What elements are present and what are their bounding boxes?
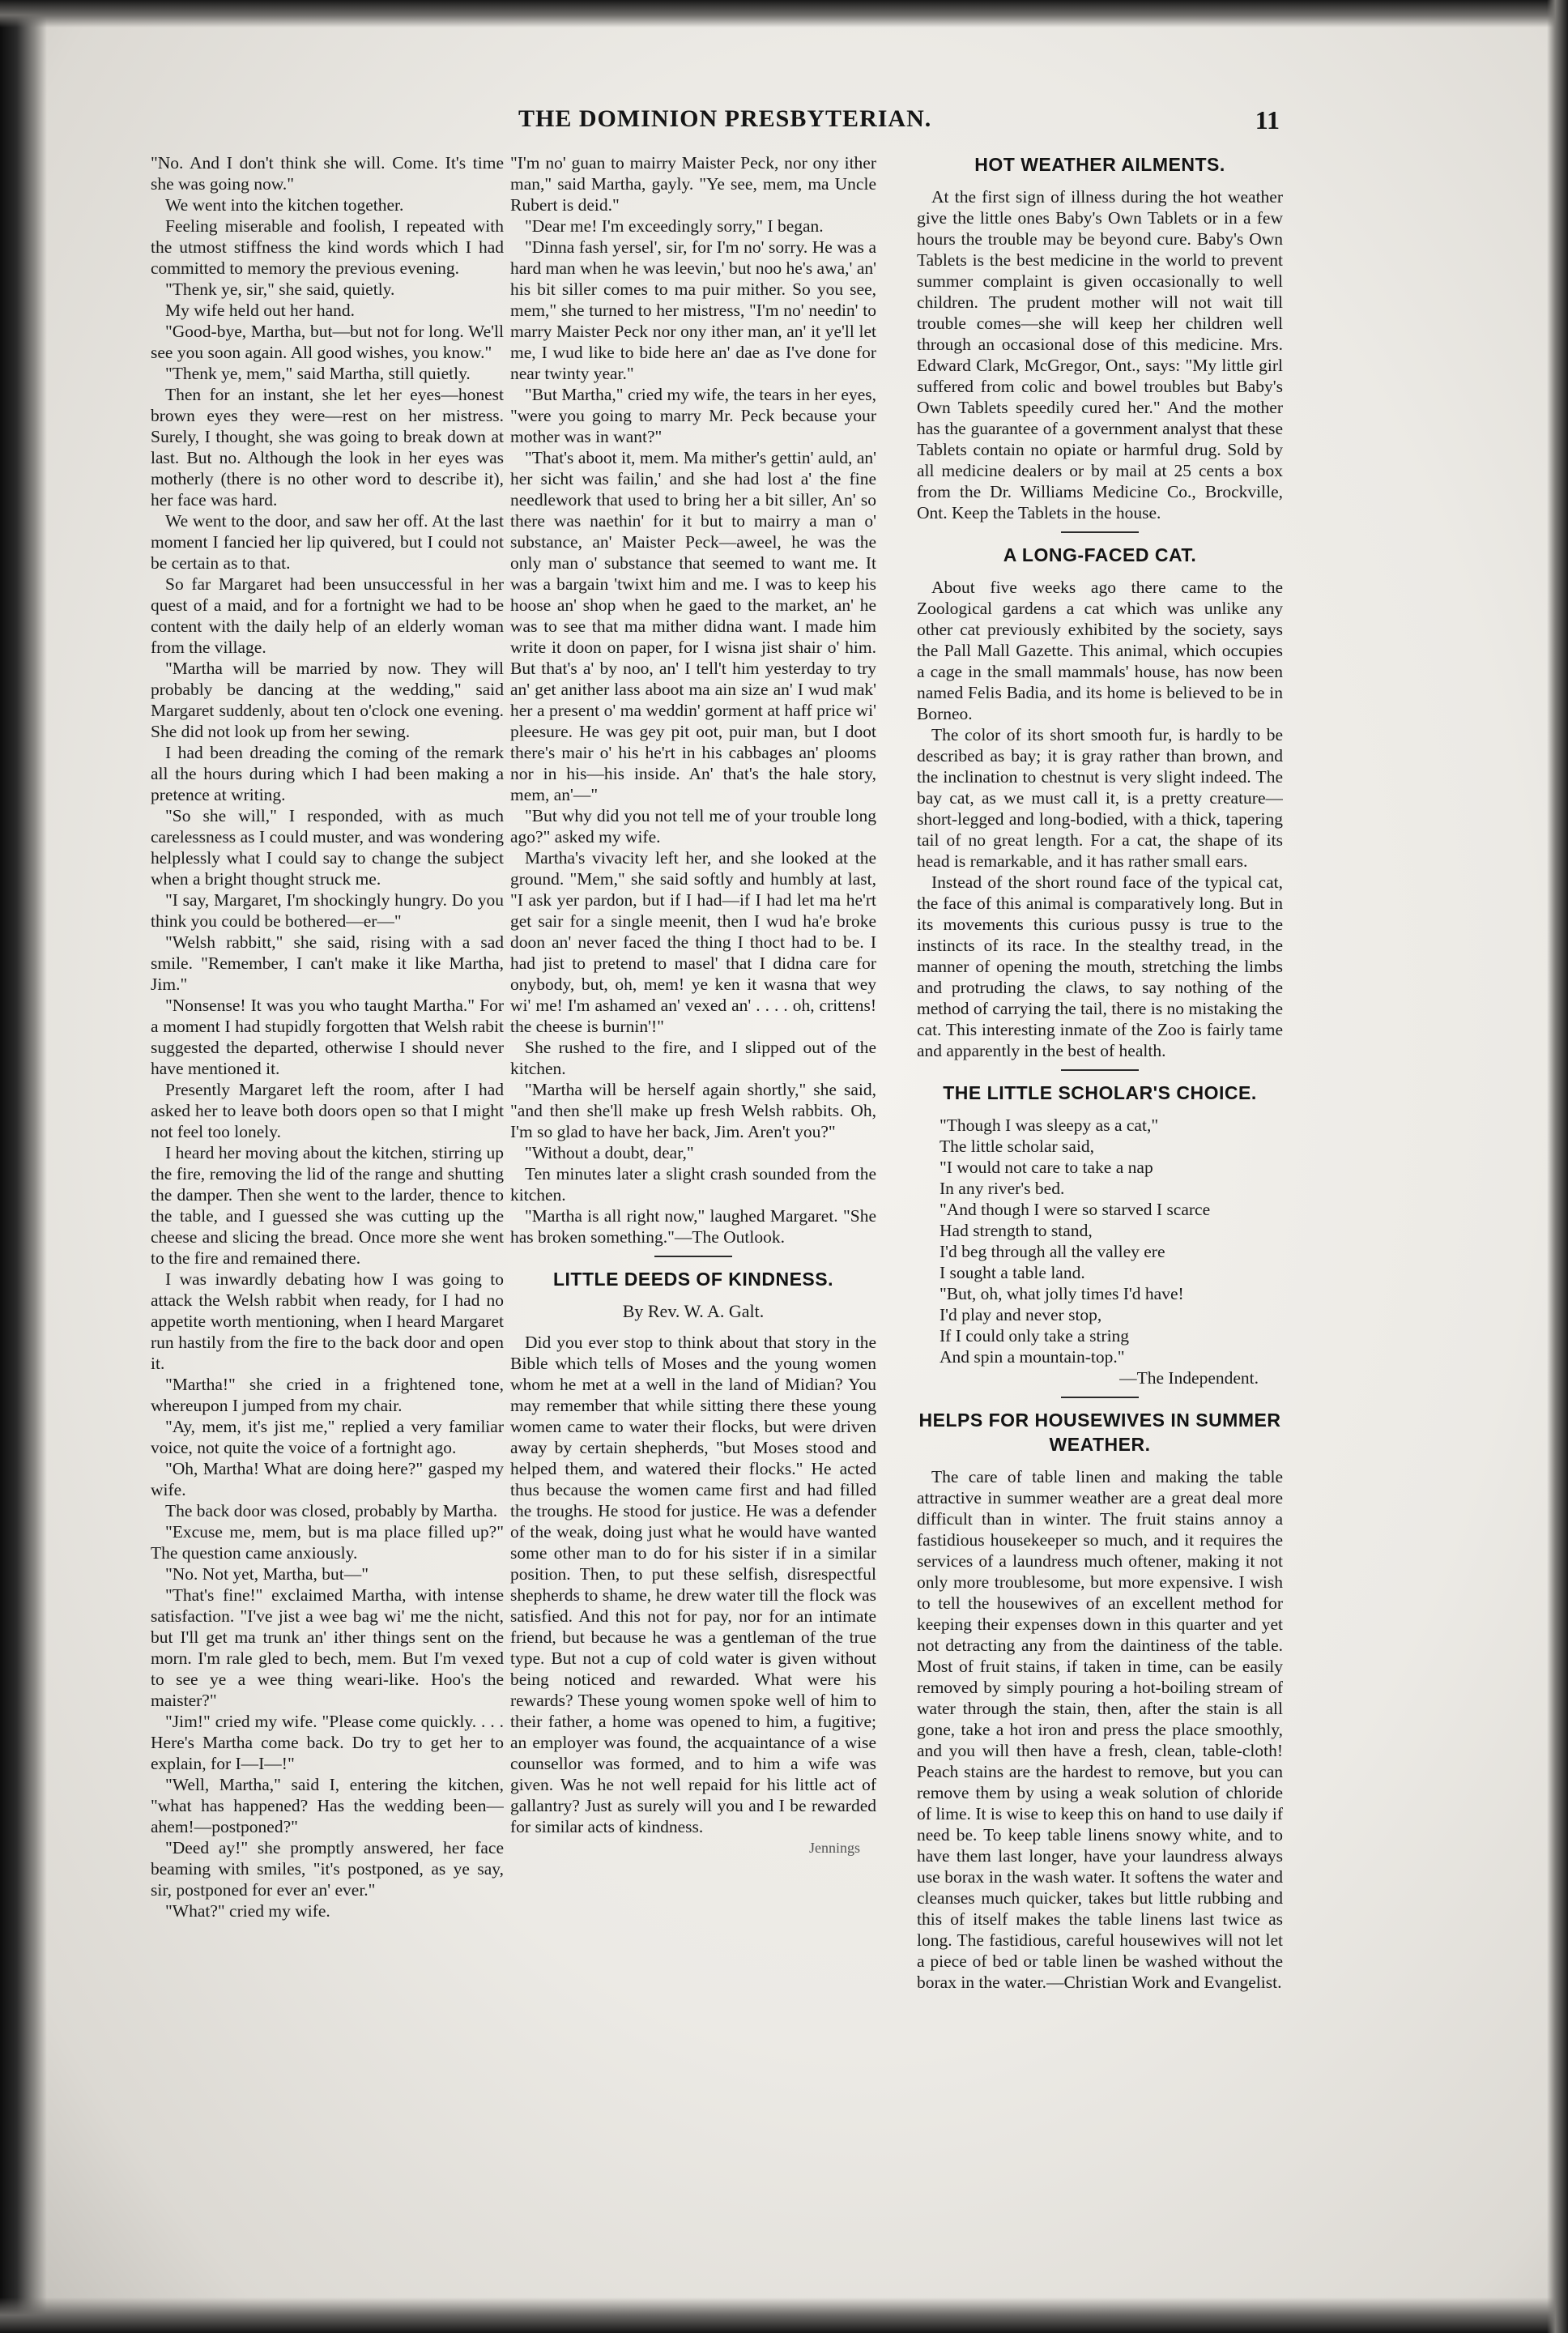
masthead-title: THE DOMINION PRESBYTERIAN. xyxy=(518,105,932,132)
story-paragraph: "Dinna fash yersel', sir, for I'm no' sorry. He was a hard man when he was leevin,' but noo he's awa,' an' his bit siller comes to ma puir mither. So you see, mem," she turned to her mistress, "I'm no' needin' to marry Maister Peck nor ony ither man, an' it ye'll let me, I wud like to bide here an' dae as I've done for near twinty year." xyxy=(510,237,876,383)
story-paragraph: "Martha will be herself again shortly," she said, "and then she'll make up fresh Welsh rabbits. Oh, I'm so glad to have her back, Jim. Aren't you?" xyxy=(510,1080,876,1141)
byline: By Rev. W. A. Galt. xyxy=(622,1301,765,1321)
poem-line: If I could only take a string xyxy=(940,1326,1130,1346)
story-paragraph: I had been dreading the coming of the remark all the hours during which I had been making a pretence at writing. xyxy=(151,743,504,804)
scan-edge-left xyxy=(0,0,47,2333)
story-paragraph: "Thenk ye, sir," she said, quietly. xyxy=(165,279,395,299)
poem-line: The little scholar said, xyxy=(940,1137,1095,1156)
story-paragraph: "No. Not yet, Martha, but—" xyxy=(165,1564,369,1584)
column-1-story xyxy=(151,152,504,2210)
story-paragraph: "I'm no' guan to mairry Maister Peck, nor ony ither man," said Martha, gayly. "Ye see, mem, ma Uncle Rubert is deid." xyxy=(510,153,876,215)
story-paragraph: So far Margaret had been unsuccessful in her quest of a maid, and for a fortnight we had to be content with the daily help of an elderly woman from the village. xyxy=(151,574,504,657)
story-paragraph: "That's fine!" exclaimed Martha, with intense satisfaction. "I've jist a wee bag wi' me the nicht, but I'll get ma trunk an' ither things sent on the morn. I'm rale gled to bech, mem. But I'm vexed to see ye a wee thing weari-like. Hoo's the maister?" xyxy=(151,1585,504,1710)
section-divider xyxy=(654,1256,732,1257)
story-paragraph: "Without a doubt, dear," xyxy=(525,1143,694,1162)
scan-edge-right xyxy=(1547,0,1568,2333)
story-paragraph: "Excuse me, mem, but is ma place filled up?" The question came anxiously. xyxy=(151,1522,504,1563)
headline-little-scholars-choice: THE LITTLE SCHOLAR'S CHOICE. xyxy=(943,1082,1257,1103)
article-paragraph: At the first sign of illness during the hot weather give the little ones Baby's Own Tablets or in a few hours the trouble may be beyond cure. Baby's Own Tablets is the best medicine in the world to prevent summer complaint is given occasionally to well children. The prudent mother will not wait till trouble comes—she will keep her children well through an occasional dose of this medicine. Mrs. Edward Clark, McGregor, Ont., says: "My little girl suffered from colic and bowel troubles but Baby's Own Tablets speedily cured her." And the mother has the guarantee of a government analyst that these Tablets contain no opiate or harmful drug. Sold by all medicine dealers or by mail at 25 cents a box from the Dr. Williams Medicine Co., Brockville, Ont. Keep the Tablets in the house. xyxy=(917,187,1283,522)
article-paragraph: Did you ever stop to think about that story in the Bible which tells of Moses and the young women whom he met at a well in the land of Midian? You may remember that while sitting there these young women came to water their flocks, but were driven away by certain shepherds, "but Moses stood and helped them, and watered their flocks." He acted thus because the women came first and had filled the troughs. He stood for justice. He was a defender of the weak, doing just what he would have wanted some other man to do for his sister if in a similar position. Then, to put these selfish, disrespectful shepherds to shame, he drew water till the flock was satisfied. And this not for pay, nor for an intimate friend, but because he was a gentleman of the true type. But not a cup of cold water is given without being noticed and rewarded. What were his rewards? These young women spoke well of him to their father, a home was opened to him, a fugitive; an employer was found, the acquaintance of a wise counsellor was formed, and to him a wife was given. Was he not well repaid for his little act of gallantry? Just as surely will you and I be rewarded for similar acts of kindness. xyxy=(510,1333,876,1836)
story-paragraph: We went to the door, and saw her off. At the last moment I fancied her lip quivered, but I could not be certain as to that. xyxy=(151,511,504,573)
article-paragraph: About five weeks ago there came to the Zoological gardens a cat which was unlike any other cat previously exhibited by the society, says the Pall Mall Gazette. This animal, which occupies a cage in the small mammals' house, has now been named Felis Badia, and its home is believed to be in Borneo. xyxy=(917,578,1283,723)
poem-line: I sought a table land. xyxy=(940,1263,1085,1282)
headline-long-faced-cat: A LONG-FACED CAT. xyxy=(1003,544,1197,565)
article-paragraph: The care of table linen and making the table attractive in summer weather are a great deal more difficult than in winter. The fruit stains annoy a fastidious housekeeper so much, and it requires the services of a laundress much oftener, making it not only more troublesome, but more expensive. I wish to tell the housewives of an excellent method for keeping their expenses down in this quarter and yet not detracting any from the daintiness of the table. Most of fruit stains, if taken in time, can be easily removed by simply pouring a hot-boiling stream of water through the stain, then, after the stain is all gone, take a hot iron and press the place smoothly, and you will then have a fresh, clean, table-cloth! Peach stains are the hardest to remove, but you can remove them by using a weak solution of chloride of lime. It is wise to keep this on hand to use daily if need be. To keep table linens snowy white, and to have them last longer, have your laundress always use borax in the wash water. It softens the water and cleanses much quicker, takes but little rubbing and this of itself makes the table linens last twice as long. The fastidious, careful housewives will not let a piece of bed or table linen be washed without the borax in the water.—Christian Work and Evangelist. xyxy=(917,1467,1283,1992)
article-paragraph: Instead of the short round face of the typical cat, the face of this animal is comparatively long. But in its movements this curious pussy is true to the instincts of its race. In the stealthy tread, in the manner of opening the mouth, stretching the limbs and protruding the claws, to say nothing of the method of carrying the tail, there is no mistaking the cat. This interesting inmate of the Zoo is fairly tame and apparently in the best of health. xyxy=(917,872,1283,1060)
story-paragraph: She rushed to the fire, and I slipped out of the kitchen. xyxy=(510,1038,876,1078)
poem-line: I'd play and never stop, xyxy=(940,1305,1102,1324)
poem-line: "Though I was sleepy as a cat," xyxy=(940,1115,1159,1135)
story-paragraph: "That's aboot it, mem. Ma mither's gettin' auld, an' her sicht was failin,' and she had lost a' the fine needlework that used to bring her a bit siller, An' so there was naethin' for it but to mairry a man o' substance, an' Maister Peck—aweel, he was the only man o' substance that seemed to want me. It was a bargain 'twixt him and me. I was to keep his hoose an' shop when he gaed to the market, an' he was to see that ma mither didna want. I made him write it doon on paper, for I wisna jist shair o' him. But that's a' by noo, an' I tell't him yesterday to try an' get anither lass aboot ma ain size an' I wud mak' her a present o' ma weddin' gorment at haff price wi' pleesure. He was gey pit oot, puir man, but I doot there's mair o' his he'rt in his cabbages an' plooms nor in his—his inside. An' that's the hale story, mem, an'—" xyxy=(510,448,876,804)
story-paragraph: "Martha is all right now," laughed Margaret. "She has broken something."—The Outlook. xyxy=(510,1206,876,1247)
story-paragraph: My wife held out her hand. xyxy=(165,301,356,320)
article-paragraph: The color of its short smooth fur, is hardly to be described as bay; it is gray rather than brown, and the inclination to chestnut is very slight indeed. The bay cat, as we must call it, is a pretty creature—short-legged and long-bodied, with a thick, tapering tail of no great length. For a cat, the shape of its head is remarkable, and it has rather small ears. xyxy=(917,725,1283,871)
section-divider xyxy=(1061,1069,1139,1071)
poem-attribution: —The Independent. xyxy=(1119,1368,1259,1388)
poem-line: And spin a mountain-top." xyxy=(940,1347,1125,1367)
scan-edge-bottom xyxy=(0,2297,1568,2333)
page-number: 11 xyxy=(1255,105,1280,134)
story-paragraph: "No. And I don't think she will. Come. It's time she was going now." xyxy=(151,153,504,194)
section-divider xyxy=(1061,531,1139,533)
story-paragraph: "Thenk ye, mem," said Martha, still quietly. xyxy=(165,364,471,383)
story-paragraph: "Martha will be married by now. They will probably be dancing at the wedding," said Margaret suddenly, about ten o'clock one evening. She did not look up from her sewing. xyxy=(151,659,504,741)
story-paragraph: "So she will," I responded, with as much carelessness as I could muster, and was wondering helplessly what I could say to change the subject when a bright thought struck me. xyxy=(151,806,504,889)
story-paragraph: "What?" cried my wife. xyxy=(165,1901,330,1921)
poem-line: "I would not care to take a nap xyxy=(940,1158,1153,1177)
story-paragraph: "But why did you not tell me of your trouble long ago?" asked my wife. xyxy=(510,806,876,847)
story-paragraph: Ten minutes later a slight crash sounded from the kitchen. xyxy=(510,1164,876,1205)
story-paragraph: Martha's vivacity left her, and she looked at the ground. "Mem," she said softly and humbly at last, "I ask yer pardon, but if I had—if I had let ma he'rt get sair for a single meenit, then I wud ha'e broke doon an' never faced the thing I thoct had to be. I had jist to pretend to masel' that I didna care for onybody, but, oh, mem! ye ken it wasna that wey wi' me! I'm ashamed an' vexed an' . . . . oh, crittens! the cheese is burnin'!" xyxy=(510,848,876,1036)
column-3 xyxy=(917,152,1283,2210)
story-paragraph: "Jim!" cried my wife. "Please come quickly. . . . Here's Martha come back. Do try to get her to explain, for I—I—!" xyxy=(151,1712,504,1773)
story-paragraph: "I say, Margaret, I'm shockingly hungry. Do you think you could be bothered—er—" xyxy=(151,890,504,931)
section-divider xyxy=(1061,1397,1139,1398)
poem-line: "But, oh, what jolly times I'd have! xyxy=(940,1284,1184,1303)
headline-hot-weather-ailments: HOT WEATHER AILMENTS. xyxy=(974,154,1225,175)
story-paragraph: We went into the kitchen together. xyxy=(165,195,404,215)
headline-little-deeds-of-kindness: LITTLE DEEDS OF KINDNESS. xyxy=(552,1269,834,1290)
poem-line: "And though I were so starved I scarce xyxy=(940,1200,1211,1219)
story-paragraph: "Oh, Martha! What are doing here?" gasped my wife. xyxy=(151,1459,504,1499)
story-paragraph: "Deed ay!" she promptly answered, her face beaming with smiles, "it's postponed, as ye say, sir, postponed for ever an' ever." xyxy=(151,1838,504,1900)
scan-edge-top xyxy=(0,0,1568,28)
story-paragraph: "Martha!" she cried in a frightened tone, whereupon I jumped from my chair. xyxy=(151,1375,504,1415)
column-2 xyxy=(510,152,876,2210)
signature-mark: Jennings xyxy=(809,1840,860,1856)
poem-line: Had strength to stand, xyxy=(940,1221,1093,1240)
story-paragraph: The back door was closed, probably by Martha. xyxy=(165,1501,498,1521)
story-paragraph: Presently Margaret left the room, after I had asked her to leave both doors open so that I might not feel too lonely. xyxy=(151,1080,504,1141)
poem-line: In any river's bed. xyxy=(940,1179,1065,1198)
story-paragraph: "Dear me! I'm exceedingly sorry," I began. xyxy=(525,216,824,236)
story-paragraph: "Nonsense! It was you who taught Martha." For a moment I had stupidly forgotten that Welsh rabit suggested the departed, otherwise I should never have mentioned it. xyxy=(151,996,504,1078)
story-paragraph: I heard her moving about the kitchen, stirring up the fire, removing the lid of the range and shutting the damper. Then she went to the larder, thence to the table, and I guessed she was cutting up the cheese and slicing the bread. Once more she went to the fire and remained there. xyxy=(151,1143,504,1268)
story-paragraph: "Well, Martha," said I, entering the kitchen, "what has happened? Has the wedding been—ahem!—postponed?" xyxy=(151,1775,504,1836)
story-paragraph: "Ay, mem, it's jist me," replied a very familiar voice, not quite the voice of a fortnight ago. xyxy=(151,1417,504,1457)
story-paragraph: Then for an instant, she let her eyes—honest brown eyes they were—rest on her mistress. Surely, I thought, she was going to break down at last. But no. Although the look in her eyes was motherly (there is no other word to describe it), her face was hard. xyxy=(151,385,504,510)
story-paragraph: "Welsh rabbitt," she said, rising with a sad smile. "Remember, I can't make it like Martha, Jim." xyxy=(151,932,504,994)
headline-helps-for-housewives: HELPS FOR HOUSEWIVES IN SUMMER WEATHER. xyxy=(918,1410,1281,1455)
story-paragraph: "But Martha," cried my wife, the tears in her eyes, "were you going to marry Mr. Peck because your mother was in want?" xyxy=(510,385,876,446)
poem-line: I'd beg through all the valley ere xyxy=(940,1242,1165,1261)
story-paragraph: I was inwardly debating how I was going to attack the Welsh rabbit when ready, for I had no appetite worth mentioning, when I heard Margaret run hastily from the fire to the back door and open it. xyxy=(151,1269,504,1373)
story-paragraph: "Good-bye, Martha, but—but not for long. We'll see you soon again. All good wishes, you know." xyxy=(151,322,504,362)
story-paragraph: Feeling miserable and foolish, I repeated with the utmost stiffness the kind words which I had committed to memory the previous evening. xyxy=(151,216,504,278)
